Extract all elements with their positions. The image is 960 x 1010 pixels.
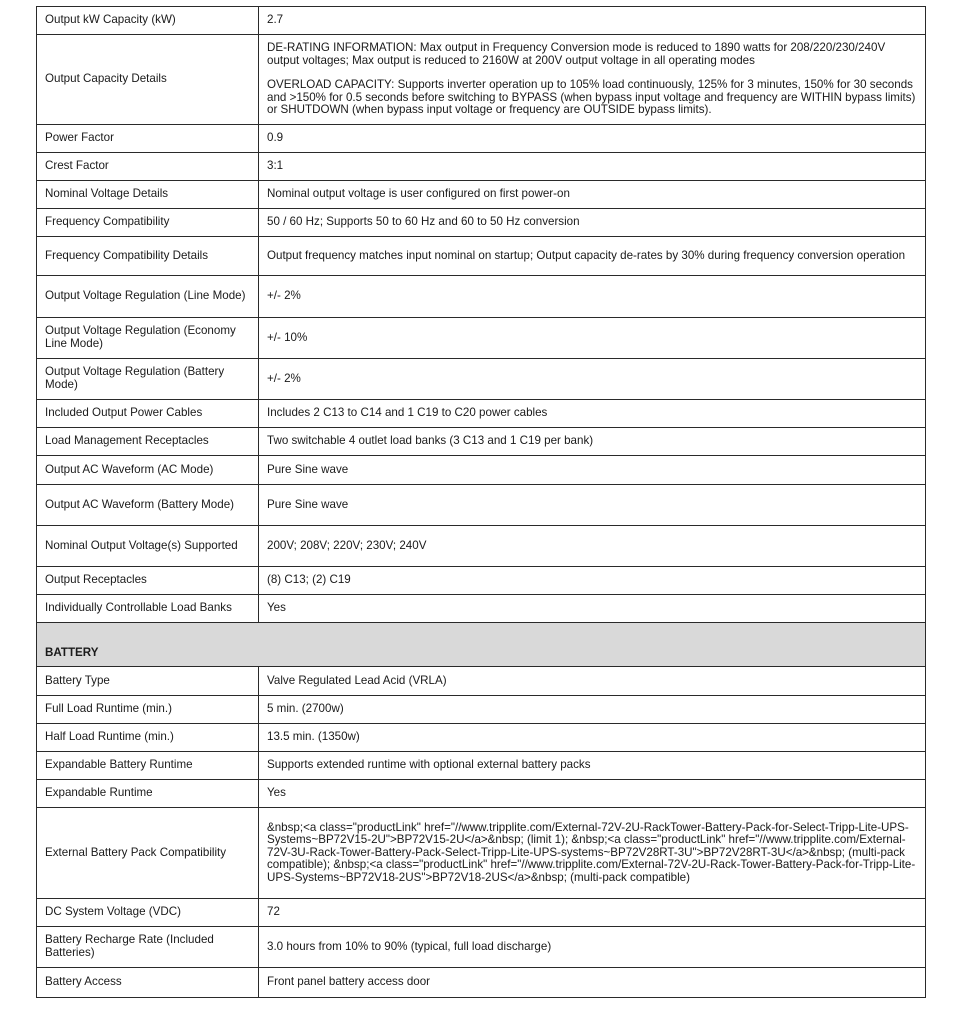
spec-row-nominal-voltage-details	[37, 181, 926, 209]
spec-value: Yes	[259, 780, 926, 808]
spec-label: Full Load Runtime (min.)	[37, 696, 259, 724]
spec-row-frequency-details	[37, 237, 926, 276]
overload-capacity: OVERLOAD CAPACITY: Supports inverter operation up to 105% load continuously, 125% for 3 minutes, 150% for 30 seconds and >150% for 0.5 seconds before switching to BYPASS (when bypass input voltage and frequency are WITHIN bypass limits) or SHUTDOWN (when bypass input voltage or frequency are OUTSIDE bypass limits).	[267, 78, 916, 117]
spec-label: Output Receptacles	[37, 567, 259, 595]
spec-label: Individually Controllable Load Banks	[37, 595, 259, 623]
spec-label: Output AC Waveform (AC Mode)	[37, 456, 259, 485]
spec-row-output-capacity-details	[37, 35, 926, 125]
spec-row-controllable-load-banks	[37, 595, 926, 623]
spec-row-crest-factor	[37, 153, 926, 181]
spec-label: External Battery Pack Compatibility	[37, 808, 259, 899]
spec-value: Front panel battery access door	[259, 968, 926, 998]
spec-label: Frequency Compatibility	[37, 209, 259, 237]
spec-value: (8) C13; (2) C19	[259, 567, 926, 595]
spec-row-half-load-runtime	[37, 724, 926, 752]
spec-value: 5 min. (2700w)	[259, 696, 926, 724]
section-title: BATTERY	[37, 623, 926, 667]
spec-value: 72	[259, 899, 926, 927]
spec-row-battery-access	[37, 968, 926, 998]
spec-row-regulation-line	[37, 276, 926, 318]
spec-label: Nominal Voltage Details	[37, 181, 259, 209]
spec-value: &nbsp;<a class="productLink" href="//www.tripplite.com/External-72V-2U-RackTower-Battery-Pack-for-Select-Tripp-Lite-UPS-Systems~BP72V15-2U">BP72V15-2U</a>&nbsp; (limit 1); &nbsp;<a class="productLink" href="//www.tripplite.com/External-72V-3U-Rack-Tower-Battery-Pack-Select-Tripp-Lite-UPS-systems~BP72V28RT-3U">BP72V28RT-3U</a>&nbsp; (multi-pack compatible); &nbsp;<a class="productLink" href="//www.tripplite.com/External-72V-2U-Rack-Tower-Battery-Pack-for-Tripp-Lite-UPS-Systems~BP72V18-2US">BP72V18-2US</a>&nbsp; (multi-pack compatible)	[259, 808, 926, 899]
spec-label: Battery Recharge Rate (Included Batteries)	[37, 927, 259, 968]
spec-row-included-cables	[37, 400, 926, 428]
spec-value	[259, 35, 926, 125]
spec-label: Battery Type	[37, 667, 259, 696]
spec-label: Output Capacity Details	[37, 35, 259, 125]
spec-value: Pure Sine wave	[259, 485, 926, 526]
spec-value: 0.9	[259, 125, 926, 153]
spec-label: Output AC Waveform (Battery Mode)	[37, 485, 259, 526]
spec-value: +/- 2%	[259, 359, 926, 400]
spec-row-power-factor	[37, 125, 926, 153]
spec-row-external-battery-pack	[37, 808, 926, 899]
spec-label: Expandable Battery Runtime	[37, 752, 259, 780]
spec-value: 13.5 min. (1350w)	[259, 724, 926, 752]
spec-row-load-management	[37, 428, 926, 456]
spec-value: Supports extended runtime with optional external battery packs	[259, 752, 926, 780]
section-header-battery	[37, 623, 926, 667]
spec-label: Crest Factor	[37, 153, 259, 181]
spec-value: 2.7	[259, 7, 926, 35]
spec-value: 200V; 208V; 220V; 230V; 240V	[259, 526, 926, 567]
spec-label: Output Voltage Regulation (Battery Mode)	[37, 359, 259, 400]
spec-label: DC System Voltage (VDC)	[37, 899, 259, 927]
spec-value: Yes	[259, 595, 926, 623]
spec-label: Expandable Runtime	[37, 780, 259, 808]
spec-label: Power Factor	[37, 125, 259, 153]
spec-row-battery-recharge-rate	[37, 927, 926, 968]
spec-row-waveform-ac	[37, 456, 926, 485]
spec-row-expandable-battery-runtime	[37, 752, 926, 780]
spec-value: Output frequency matches input nominal on startup; Output capacity de-rates by 30% during frequency conversion operation	[259, 237, 926, 276]
spec-label: Battery Access	[37, 968, 259, 998]
spec-value: Includes 2 C13 to C14 and 1 C19 to C20 power cables	[259, 400, 926, 428]
derating-info: DE-RATING INFORMATION: Max output in Frequency Conversion mode is reduced to 1890 watts for 208/220/230/240V output voltages; Max output is reduced to 2160W at 200V output voltage in all operating modes	[267, 41, 886, 67]
spec-row-waveform-battery	[37, 485, 926, 526]
spec-value: 50 / 60 Hz; Supports 50 to 60 Hz and 60 to 50 Hz conversion	[259, 209, 926, 237]
spec-row-expandable-runtime	[37, 780, 926, 808]
spec-label: Load Management Receptacles	[37, 428, 259, 456]
spec-row-output-receptacles	[37, 567, 926, 595]
spec-value: Nominal output voltage is user configured on first power-on	[259, 181, 926, 209]
spec-row-regulation-battery	[37, 359, 926, 400]
spec-label: Included Output Power Cables	[37, 400, 259, 428]
spec-value: +/- 2%	[259, 276, 926, 318]
spec-value: 3.0 hours from 10% to 90% (typical, full load discharge)	[259, 927, 926, 968]
spec-value: +/- 10%	[259, 318, 926, 359]
spec-label: Frequency Compatibility Details	[37, 237, 259, 276]
spec-row-frequency-compatibility	[37, 209, 926, 237]
spec-label: Output Voltage Regulation (Economy Line Mode)	[37, 318, 259, 359]
spec-value: Valve Regulated Lead Acid (VRLA)	[259, 667, 926, 696]
spec-label: Output kW Capacity (kW)	[37, 7, 259, 35]
spec-value: Two switchable 4 outlet load banks (3 C13 and 1 C19 per bank)	[259, 428, 926, 456]
spec-label: Output Voltage Regulation (Line Mode)	[37, 276, 259, 318]
spec-row-output-kw	[37, 7, 926, 35]
spec-value: Pure Sine wave	[259, 456, 926, 485]
spec-row-dc-system-voltage	[37, 899, 926, 927]
spec-row-full-load-runtime	[37, 696, 926, 724]
spec-row-regulation-economy	[37, 318, 926, 359]
spec-row-battery-type	[37, 667, 926, 696]
spec-label: Nominal Output Voltage(s) Supported	[37, 526, 259, 567]
spec-label: Half Load Runtime (min.)	[37, 724, 259, 752]
spec-value: 3:1	[259, 153, 926, 181]
spec-table	[36, 6, 926, 998]
spec-row-nominal-output-voltages	[37, 526, 926, 567]
